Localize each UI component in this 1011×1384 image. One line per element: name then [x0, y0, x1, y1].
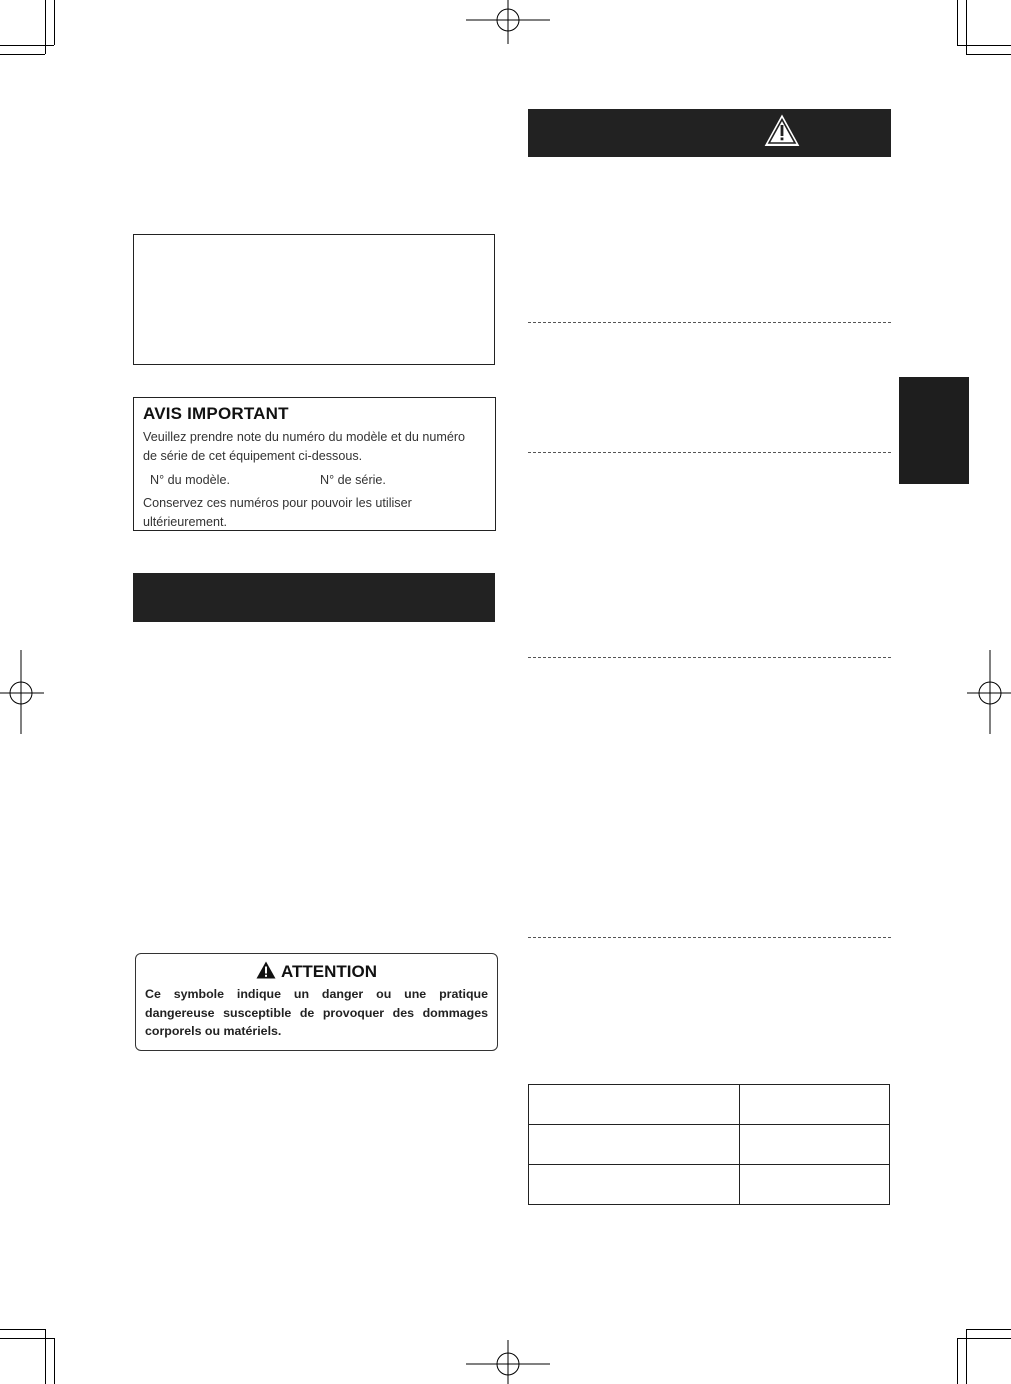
table-row	[529, 1125, 890, 1165]
registration-mark-icon	[0, 650, 44, 734]
section-divider	[528, 452, 891, 453]
table-cell	[529, 1165, 740, 1205]
crop-mark-top-left-v2	[45, 0, 46, 54]
section-divider	[528, 937, 891, 938]
section-header-bar-left	[133, 573, 495, 622]
warning-triangle-icon	[764, 114, 800, 147]
empty-notice-box	[133, 234, 495, 365]
registration-mark-icon	[466, 1340, 550, 1384]
crop-mark-top-left-h2	[0, 54, 45, 55]
attention-text: Ce symbole indique un danger ou une pratique dangereuse susceptible de provoquer des dommages corporels ou matériels.	[145, 987, 488, 1038]
avis-number-fields	[150, 471, 487, 490]
model-number-label: N° du modèle.	[150, 473, 230, 487]
crop-mark-top-left-v	[54, 0, 55, 45]
crop-mark-top-right-h2	[966, 54, 1011, 55]
crop-mark-bottom-left-v2	[54, 1338, 55, 1384]
avis-line-1: Veuillez prendre note du numéro du modèle et du numéro	[143, 430, 466, 444]
table-cell	[740, 1165, 890, 1205]
section-divider	[528, 322, 891, 323]
attention-title: ATTENTION	[280, 962, 377, 981]
crop-mark-bottom-right-h	[966, 1329, 1011, 1330]
spec-table	[528, 1084, 890, 1205]
serial-number-label: N° de série.	[320, 473, 386, 487]
registration-mark-icon	[466, 0, 550, 44]
attention-box	[135, 953, 498, 1051]
table-cell	[529, 1085, 740, 1125]
registration-mark-icon	[967, 650, 1011, 734]
language-side-tab	[899, 377, 969, 484]
crop-mark-bottom-right-h2	[957, 1338, 1011, 1339]
warning-triangle-filled-icon	[256, 961, 276, 979]
table-row	[529, 1085, 890, 1125]
table-cell	[740, 1125, 890, 1165]
avis-important-box	[133, 397, 496, 531]
crop-mark-top-right-v	[957, 0, 958, 45]
crop-mark-bottom-right-v2	[957, 1338, 958, 1384]
crop-mark-top-right-v2	[966, 0, 967, 54]
table-cell	[740, 1085, 890, 1125]
crop-mark-bottom-left-h2	[0, 1338, 54, 1339]
avis-line-4: ultérieurement.	[143, 515, 227, 529]
avis-line-3: Conservez ces numéros pour pouvoir les utiliser	[143, 496, 412, 510]
avis-important-title: AVIS IMPORTANT	[143, 404, 289, 423]
table-cell	[529, 1125, 740, 1165]
avis-line-2: de série de cet équipement ci-dessous.	[143, 449, 363, 463]
section-divider	[528, 657, 891, 658]
crop-mark-bottom-left-h	[0, 1329, 45, 1330]
attention-heading	[145, 961, 488, 982]
warning-header-bar	[528, 109, 891, 157]
table-row	[529, 1165, 890, 1205]
